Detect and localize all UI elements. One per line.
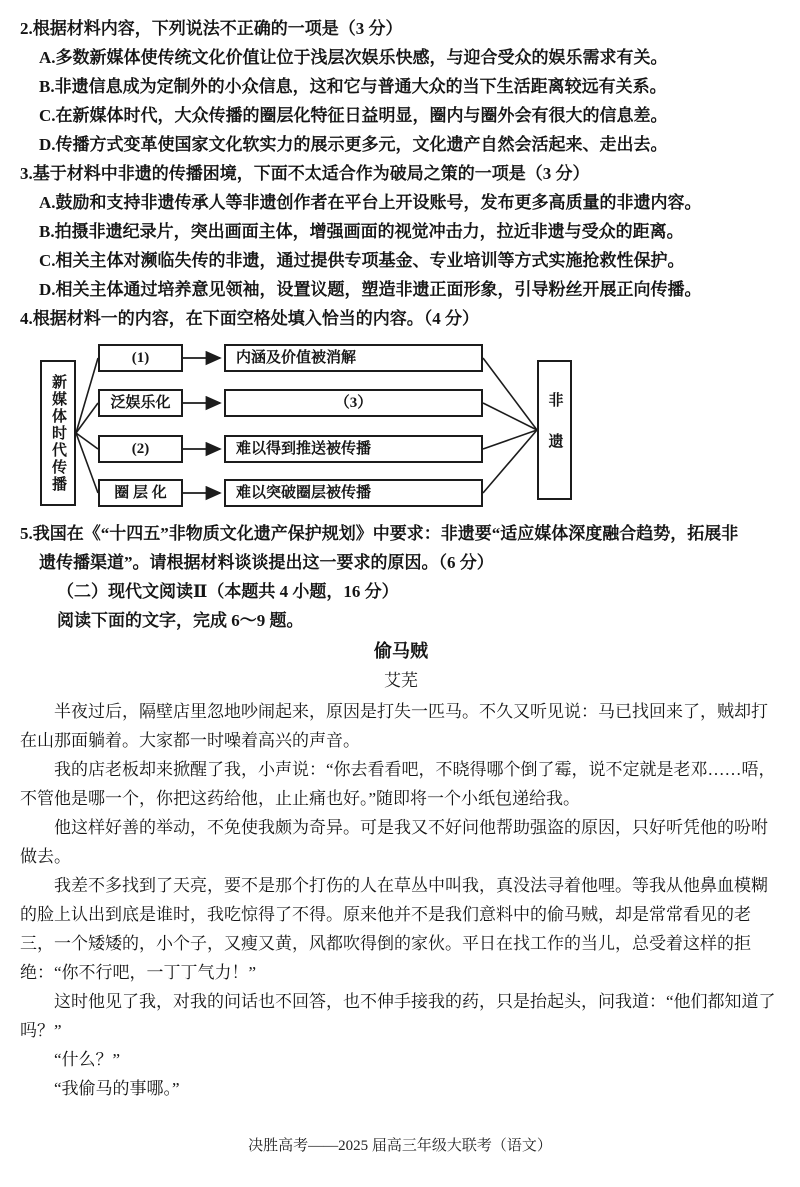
story-paragraph: 这时他见了我，对我的问话也不回答，也不伸手接我的药，只是抬起头，问我道：“他们都知道了吗？” <box>20 992 776 1040</box>
story-paragraph: 半夜过后，隔壁店里忽地吵闹起来，原因是打失一匹马。不久又听见说：马已找回来了，贼却打在山那面躺着。大家都一时噪着高兴的声音。 <box>20 702 768 750</box>
diagram-source-box: 新媒体时代传播 <box>40 360 76 506</box>
question-2-option-b: B.非遗信息成为定制外的小众信息，这和它与普通大众的当下生活距离较远有关系。 <box>39 77 667 96</box>
question-5 <box>20 519 782 577</box>
question-3-option-b: B.拍摄非遗纪录片，突出画面主体，增强画面的视觉冲击力，拉近非遗与受众的距离。 <box>39 222 684 241</box>
diagram-cause-1-blank: (1) <box>98 344 183 372</box>
page-footer: 决胜高考——2025 届高三年级大联考（语文） <box>248 1138 552 1154</box>
question-2-option-a: A.多数新媒体使传统文化价值让位于浅层次娱乐快感，与迎合受众的娱乐需求有关。 <box>39 48 668 67</box>
story-paragraph: “我偷马的事哪。” <box>54 1079 180 1098</box>
section-2-heading: （二）现代文阅读Ⅱ（本题共 4 小题，16 分） <box>57 582 399 601</box>
reading-passage <box>20 637 782 1103</box>
question-4-diagram <box>20 339 620 511</box>
question-3-option-d: D.相关主体通过培养意见领袖，设置议题，塑造非遗正面形象，引导粉丝开展正向传播。 <box>39 280 702 299</box>
story-paragraph: 他这样好善的举动，不免使我颇为奇异。可是我又不好问他帮助强盗的原因，只好听凭他的吩咐做去。 <box>20 818 768 866</box>
diagram-target-box: 非遗 <box>537 360 572 500</box>
story-paragraph: “什么？” <box>54 1050 121 1069</box>
section-2-instruction: 阅读下面的文字，完成 6～9 题。 <box>57 611 304 630</box>
question-3-stem: 3.基于材料中非遗的传播困境，下面不太适合作为破局之策的一项是（3 分） <box>20 164 590 183</box>
diagram-cause-2: 泛娱乐化 <box>98 389 183 417</box>
diagram-effect-1: 内涵及价值被消解 <box>224 344 483 372</box>
story-paragraph: 我差不多找到了天亮，要不是那个打伤的人在草丛中叫我，真没法寻着他哩。等我从他鼻血模糊的脸上认出到底是谁时，我吃惊得了不得。原来他并不是我们意料中的偷马贼，却是常常看见的老三，一个矮矮的，小个子，又瘦又黄，风都吹得倒的家伙。平日在找工作的当儿，总受着这样的拒绝：“你不行吧，一丁丁气力！” <box>20 876 768 982</box>
diagram-cause-3-blank: (2) <box>98 435 183 463</box>
diagram-effect-3: 难以得到推送被传播 <box>224 435 483 463</box>
question-2-option-c: C.在新媒体时代，大众传播的圈层化特征日益明显，圈内与圈外会有很大的信息差。 <box>39 106 668 125</box>
diagram-effect-4: 难以突破圈层被传播 <box>224 479 483 507</box>
question-3-option-a: A.鼓励和支持非遗传承人等非遗创作者在平台上开设账号，发布更多高质量的非遗内容。 <box>39 193 702 212</box>
diagram-cause-4: 圈 层 化 <box>98 479 183 507</box>
story-title: 偷马贼 <box>374 641 428 661</box>
question-3 <box>20 159 782 304</box>
story-paragraph: 我的店老板却来掀醒了我，小声说：“你去看看吧，不晓得哪个倒了霉，说不定就是老邓……唔，不管他是哪一个，你把这药给他，止止痛也好。”随即将一个小纸包递给我。 <box>20 760 776 808</box>
question-2-stem: 2.根据材料内容，下列说法不正确的一项是（3 分） <box>20 19 403 38</box>
question-3-option-c: C.相关主体对濒临失传的非遗，通过提供专项基金、专业培训等方式实施抢救性保护。 <box>39 251 685 270</box>
question-2-option-d: D.传播方式变革使国家文化软实力的展示更多元，文化遗产自然会活起来、走出去。 <box>39 135 668 154</box>
question-5-line-1: 5.我国在《“十四五”非物质文化遗产保护规划》中要求：非遗要“适应媒体深度融合趋势，拓展非 <box>20 524 739 543</box>
diagram-effect-2-blank: （3） <box>224 389 483 417</box>
story-author: 艾芜 <box>384 671 418 690</box>
question-4 <box>20 304 782 511</box>
question-5-line-2: 遗传播渠道”。请根据材料谈谈提出这一要求的原因。（6 分） <box>39 553 494 572</box>
question-2 <box>20 14 782 159</box>
question-4-stem: 4.根据材料一的内容，在下面空格处填入恰当的内容。（4 分） <box>20 309 479 328</box>
